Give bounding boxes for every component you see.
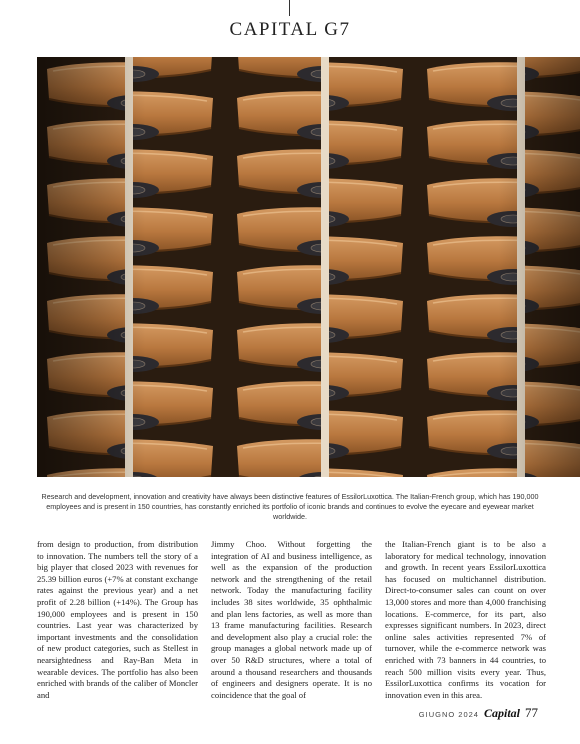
photo-caption: Research and development, innovation and creativity have always been distinctive features of EssilorLuxottica. The Italian-French group, which has 190,000 employees and is present in 150 countries, has constantly enriched its portfolio of iconic brands and continues to evolve the eyecare and eyewear market worldwide. (41, 492, 539, 521)
page-footer (419, 705, 538, 721)
section-title: CAPITAL G7 (229, 19, 351, 40)
header-rule (289, 0, 290, 16)
issue-date: GIUGNO 2024 (418, 710, 479, 719)
magazine-logo: Capital (483, 706, 520, 720)
body-column-1: from design to production, from distribution to innovation. The numbers tell the story of a big player that closed 2023 with revenues for 25.39 billion euros (+7% at constant exchange rates against the previous year) and a net profit of 2.28 billion (+14%). The Group has 190,000 employees and is present in 150 countries. Last year was characterized by important investments and the consolidation of new product categories, such as Stellest in nearsightedness and Ray-Ban Meta in wearable devices. The portfolio has also been enriched with brands of the caliber of Moncler and (37, 539, 198, 700)
feature-photo (37, 57, 580, 477)
body-column-2: Jimmy Choo. Without forgetting the integration of AI and business intelligence, as well as the expansion of the production network and the strengthening of the retail network. Today the manufacturing facility includes 38 sites worldwide, 35 ophthalmic and plan lens factories, as well as more than 13 frame manufacturing facilities. Research and development also play a crucial role: the group manages a global network made up of over 50 R&D structures, where a total of around a thousand researchers and thousands of engineers and designers operate. It is no coincidence that the goal of (211, 539, 372, 700)
body-column-3: the Italian-French giant is to be also a laboratory for medical technology, innovation and growth. In recent years EssilorLuxottica has focused on multichannel distribution. Direct-to-consumer sales can count on over 13,000 stores and more than 4,000 franchising locations. E-commerce, for its part, also expresses significant numbers. In 2023, direct online sales activities represented 7% of turnover, while the e-commerce network was enriched with 73 banners in 44 countries, to reach 500 million visits every year. Thus, EssilorLuxottica confirms its vocation for innovation even in this area. (385, 539, 546, 700)
page-number: 77 (525, 705, 538, 720)
